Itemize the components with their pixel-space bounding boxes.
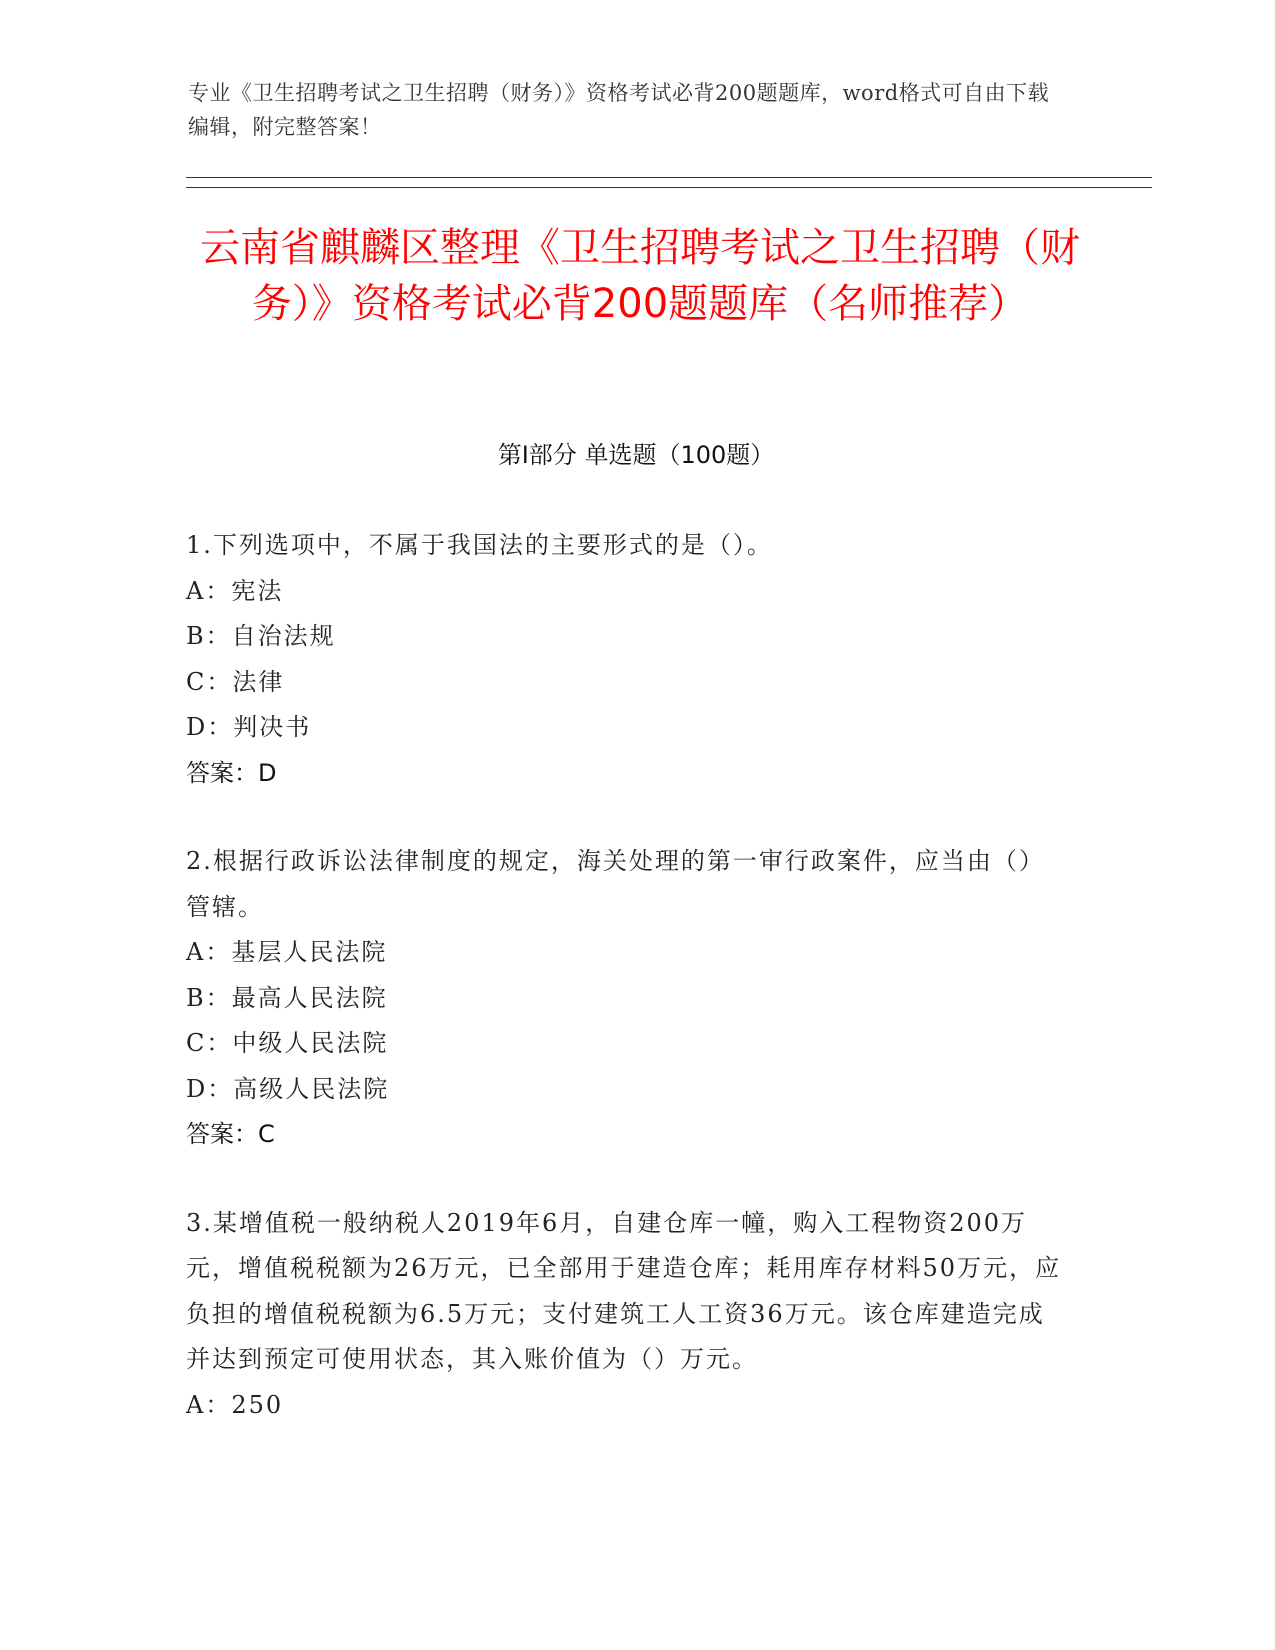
option-a: A：250 xyxy=(186,1390,284,1419)
answer: 答案：D xyxy=(186,758,277,787)
question-text: 2.根据行政诉讼法律制度的规定，海关处理的第一审行政案件，应当由（）管辖。 xyxy=(186,847,1045,921)
document-title: 云南省麒麟区整理《卫生招聘考试之卫生招聘（财务）》资格考试必背200题题库（名师推荐） xyxy=(200,225,1080,327)
header-divider-top xyxy=(186,177,1152,178)
option-c: C：中级人民法院 xyxy=(186,1029,389,1057)
question-text: 3.某增值税一般纳税人2019年6月，自建仓库一幢，购入工程物资200万元，增值税税额为26万元，已全部用于建造仓库；耗用库存材料50万元，应负担的增值税税额为6.5万元；支付建筑工人工资36万元。该仓库建造完成并达到预定可使用状态，其入账价值为（）万元。 xyxy=(186,1208,1062,1373)
question-3 xyxy=(186,1201,1066,1429)
option-c: C：法律 xyxy=(186,667,285,696)
option-b: B：自治法规 xyxy=(186,622,336,650)
question-list xyxy=(186,523,1066,1471)
question-1 xyxy=(186,523,1066,796)
header-note: 专业《卫生招聘考试之卫生招聘（财务）》资格考试必背200题题库，word格式可自由下载编辑，附完整答案！ xyxy=(188,81,1050,139)
answer: 答案：C xyxy=(186,1120,275,1148)
section-title: 第I部分 单选题（100题） xyxy=(497,441,775,469)
question-text: 1.下列选项中，不属于我国法的主要形式的是（）。 xyxy=(186,531,773,559)
option-d: D：高级人民法院 xyxy=(186,1074,390,1103)
header-divider-bottom xyxy=(186,187,1152,188)
question-2 xyxy=(186,839,1066,1158)
option-a: A：基层人民法院 xyxy=(186,938,388,966)
option-d: D：判决书 xyxy=(186,713,312,741)
option-a: A：宪法 xyxy=(186,576,284,605)
option-b: B：最高人民法院 xyxy=(186,983,388,1012)
